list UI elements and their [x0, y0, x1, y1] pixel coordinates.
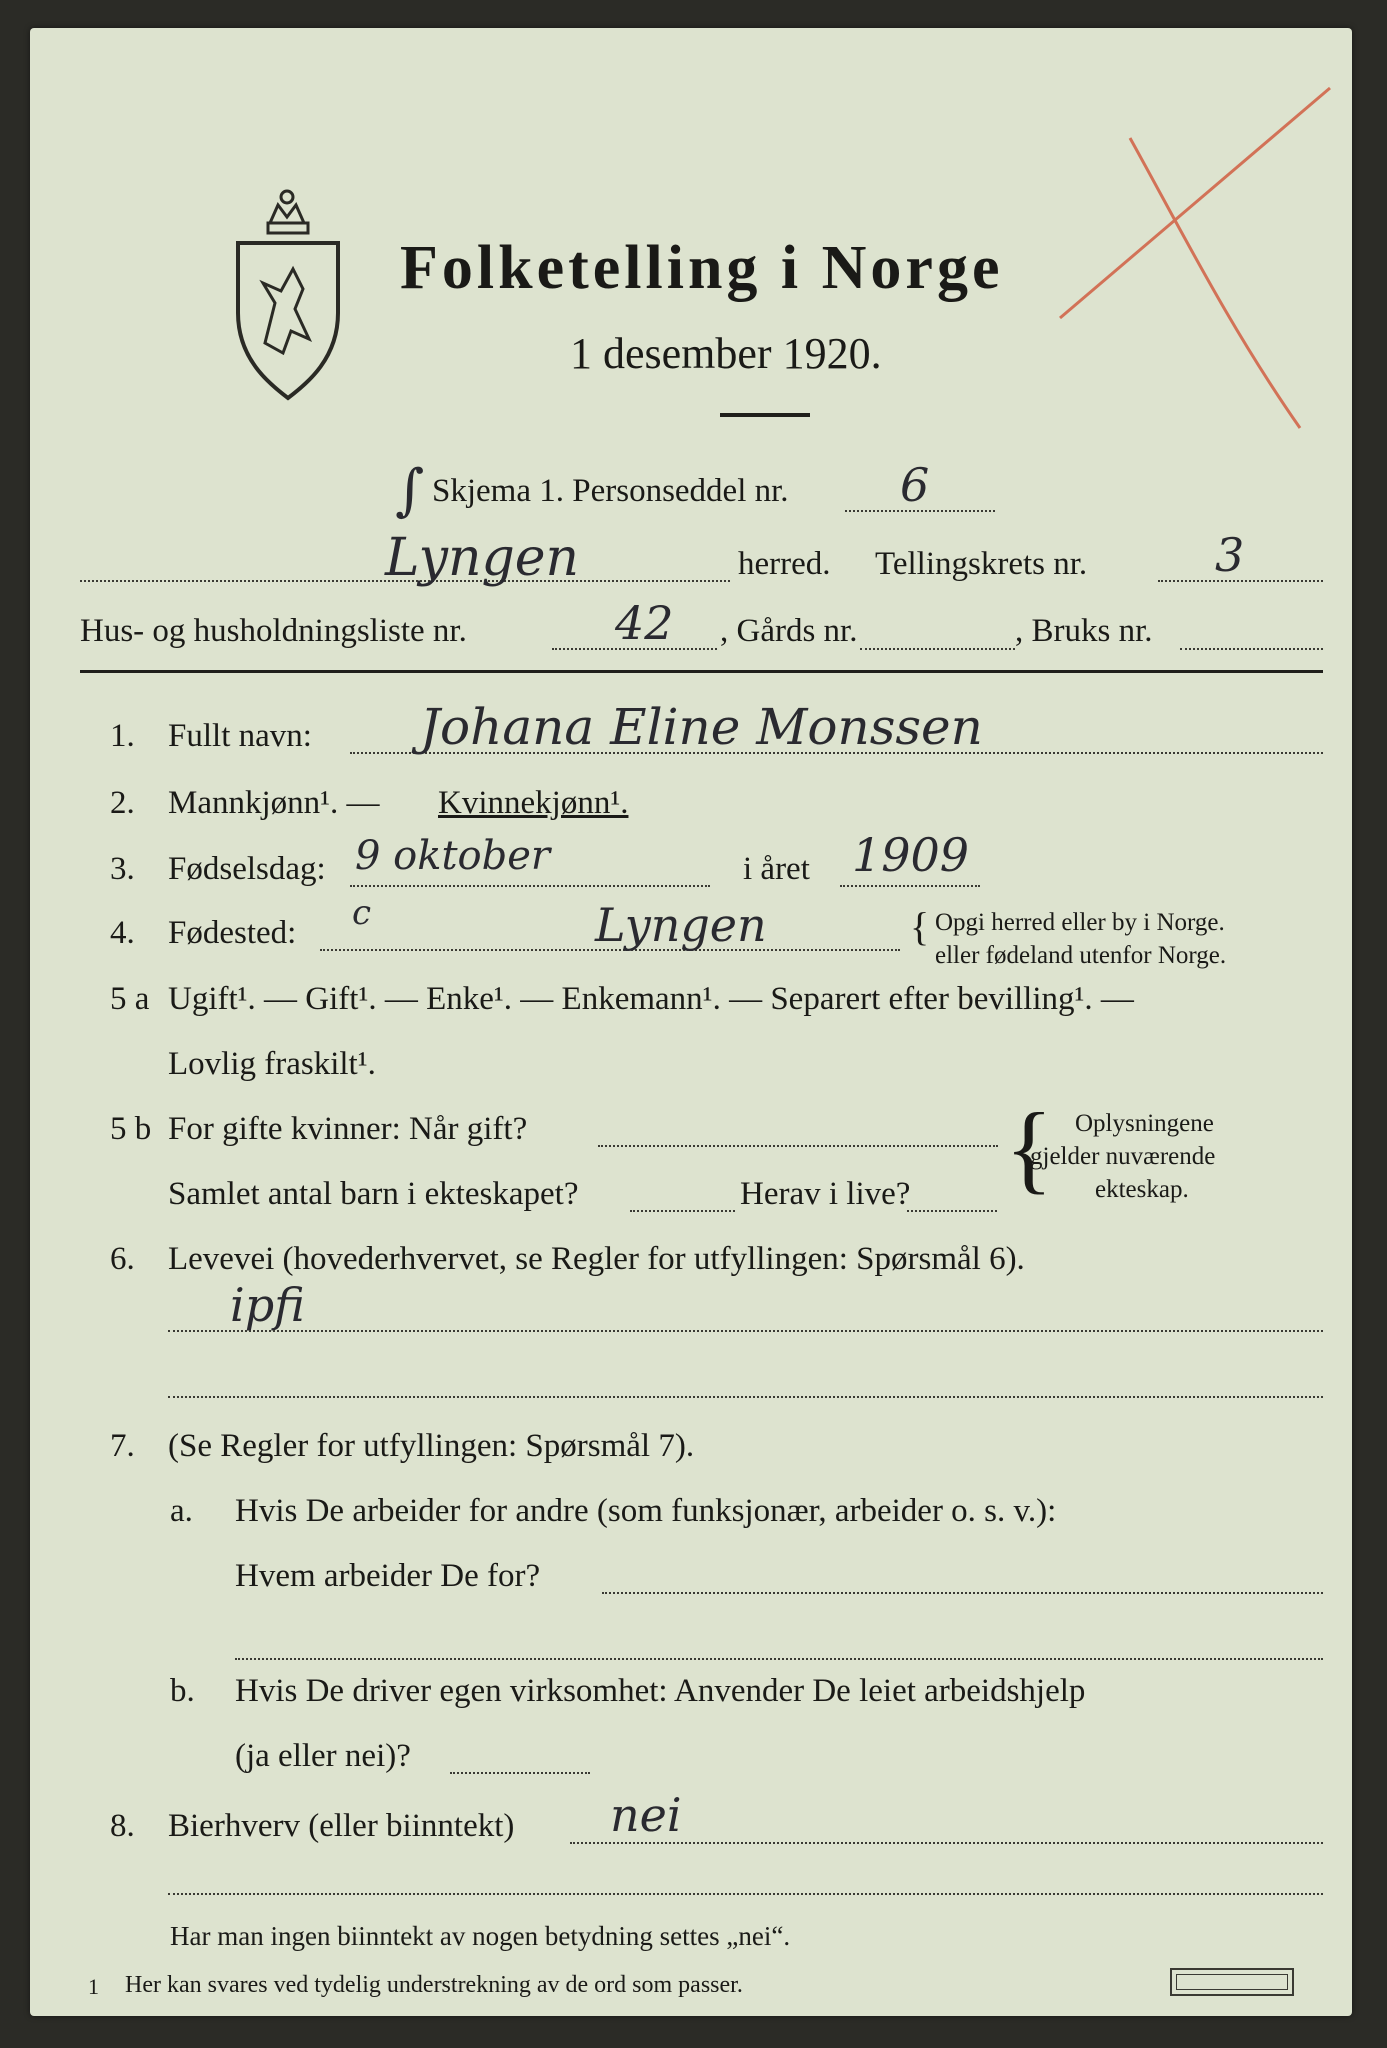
q3-label: Fødselsdag: [168, 851, 326, 887]
printer-stamp [1170, 1968, 1294, 1996]
gards-line[interactable] [860, 648, 1015, 650]
q6-line1 [168, 1330, 1323, 1332]
q6-line2[interactable] [168, 1396, 1323, 1398]
q7b-ja-nei-label: (ja eller nei)? [235, 1738, 411, 1774]
title-divider [720, 413, 810, 417]
q5b-note-line3: ekteskap. [1095, 1176, 1189, 1203]
q8-line2[interactable] [168, 1893, 1323, 1895]
q7a-number: a. [170, 1493, 193, 1529]
q5b-barn-label: Samlet antal barn i ekteskapet? [168, 1176, 579, 1212]
q8-bierhverv-value[interactable]: nei [610, 1788, 682, 1842]
q5b-herav-label: Herav i live? [740, 1176, 911, 1212]
form-title: Folketelling i Norge [400, 234, 1004, 302]
q5b-barn-line[interactable] [630, 1210, 735, 1212]
q3-birthdate-value[interactable]: 9 oktober [355, 833, 551, 879]
q7-label: (Se Regler for utfyllingen: Spørsmål 7). [168, 1428, 695, 1464]
tellingskrets-value[interactable]: 3 [1215, 528, 1245, 582]
skjema-nr-value[interactable]: 6 [900, 458, 930, 512]
q1-full-name-value[interactable]: Johana Eline Monssen [420, 698, 983, 756]
q4-note-line1: Opgi herred eller by i Norge. [935, 909, 1225, 936]
q5b-label: For gifte kvinner: Når gift? [168, 1111, 528, 1147]
q3-year-value[interactable]: 1909 [852, 828, 970, 882]
q5b-number: 5 b [110, 1111, 152, 1147]
husholdningsliste-label: Hus- og husholdningsliste nr. [80, 613, 467, 649]
q5a-options-line2[interactable]: Lovlig fraskilt¹. [168, 1046, 376, 1082]
q7b-line[interactable] [450, 1772, 590, 1774]
q4-prefix-value[interactable]: c [352, 893, 372, 933]
biinntekt-note: Har man ingen biinntekt av nogen betydning settes „nei“. [170, 1921, 791, 1951]
q3-date-line [350, 885, 710, 887]
q6-levevei-value[interactable]: ipfi [230, 1278, 305, 1332]
skjema-mark: ∫ [395, 458, 425, 523]
q1-label: Fullt navn: [168, 718, 312, 754]
gards-label: , Gårds nr. [720, 613, 858, 649]
pencil-cross-mark [1040, 68, 1350, 448]
q7a-line2[interactable] [235, 1658, 1323, 1660]
q7a-question: Hvis De arbeider for andre (som funksjonær, arbeider o. s. v.): [235, 1493, 1057, 1529]
footnote-text: Her kan svares ved tydelig understrekning av de ord som passer. [125, 1972, 743, 1998]
herred-value[interactable]: Lyngen [385, 528, 580, 588]
bruks-line[interactable] [1180, 648, 1323, 650]
footnote-mark: 1 [88, 1974, 99, 1999]
tellingskrets-label: Tellingskrets nr. [875, 546, 1088, 582]
q8-number: 8. [110, 1808, 135, 1844]
q4-note-line2: eller fødeland utenfor Norge. [935, 942, 1227, 969]
q4-number: 4. [110, 915, 135, 951]
q3-year-line [840, 885, 980, 887]
bruks-label: , Bruks nr. [1015, 613, 1153, 649]
q4-note-brace: { [910, 904, 930, 949]
q8-line [570, 1842, 1323, 1844]
q1-number: 1. [110, 718, 135, 754]
coat-of-arms-icon [230, 183, 345, 408]
q2-mann-option[interactable]: Mannkjønn¹. — [168, 785, 380, 821]
q7b-question: Hvis De driver egen virksomhet: Anvender De leiet arbeidshjelp [235, 1673, 1086, 1709]
herred-label: herred. [738, 546, 831, 582]
q5b-note-line2: gjelder nuværende [1030, 1143, 1216, 1170]
census-form [30, 28, 1352, 2016]
q2-number: 2. [110, 785, 135, 821]
q7b-number: b. [170, 1673, 195, 1709]
q8-label: Bierhverv (eller biinntekt) [168, 1808, 515, 1844]
q4-birthplace-value[interactable]: Lyngen [595, 898, 767, 952]
census-date: 1 desember 1920. [570, 329, 882, 378]
q7a-hvem-label: Hvem arbeider De for? [235, 1558, 541, 1594]
q5a-options[interactable]: Ugift¹. — Gift¹. — Enke¹. — Enkemann¹. — Separert efter bevilling¹. — [168, 981, 1134, 1017]
q6-label: Levevei (hovederhvervet, se Regler for utfyllingen: Spørsmål 6). [168, 1241, 1025, 1277]
q7a-line1[interactable] [602, 1592, 1323, 1594]
q6-number: 6. [110, 1241, 135, 1277]
q5b-note-line1: Oplysningene [1075, 1110, 1214, 1137]
q7-number: 7. [110, 1428, 135, 1464]
q5a-number: 5 a [110, 981, 150, 1017]
skjema-label: Skjema 1. Personseddel nr. [432, 473, 789, 509]
q2-kvinne-option[interactable]: Kvinnekjønn¹. [438, 785, 629, 821]
husholdningsliste-value[interactable]: 42 [615, 596, 674, 650]
q3-number: 3. [110, 851, 135, 887]
q4-label: Fødested: [168, 915, 297, 951]
q3-aaret-label: i året [743, 851, 810, 887]
q5b-herav-line[interactable] [907, 1210, 997, 1212]
q5b-note-brace: { [1005, 1092, 1053, 1203]
header-divider [80, 670, 1323, 673]
q5b-naar-gift-line[interactable] [598, 1145, 998, 1147]
